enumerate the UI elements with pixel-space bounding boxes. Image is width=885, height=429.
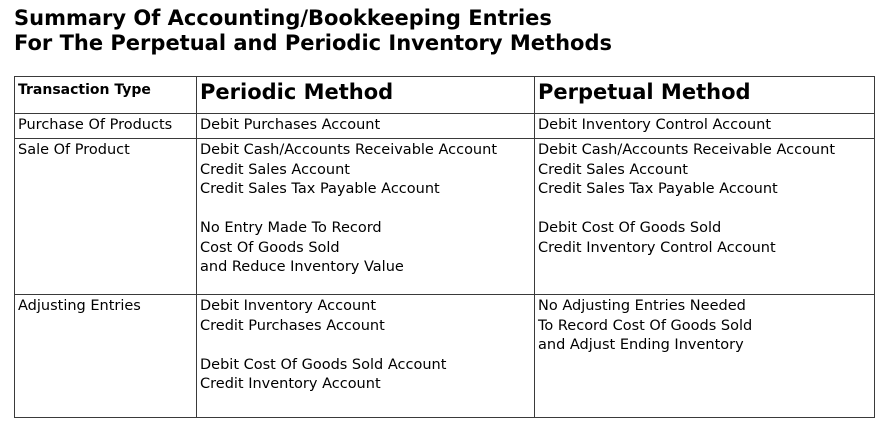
cell-transaction-type <box>15 114 197 139</box>
entry-line: To Record Cost Of Goods Sold <box>538 317 753 334</box>
transaction-type-label: Purchase Of Products <box>18 117 173 133</box>
entry-line: Cost Of Goods Sold <box>200 239 340 256</box>
entry-line: Credit Purchases Account <box>200 317 385 334</box>
cell-periodic-entry <box>197 139 535 295</box>
entry-line: No Entry Made To Record <box>200 220 382 236</box>
table-row-sale <box>15 139 875 295</box>
header-transaction-type <box>15 77 197 114</box>
cell-perpetual-entry <box>535 114 875 139</box>
page-title-line-1: Summary Of Accounting/Bookkeeping Entries <box>14 6 552 30</box>
page-title-line-2: For The Perpetual and Periodic Inventory Methods <box>14 31 612 55</box>
entry-line: Debit Cash/Accounts Receivable Account <box>538 142 836 158</box>
entry-line: Debit Inventory Account <box>200 298 377 314</box>
entry-line: and Reduce Inventory Value <box>200 259 404 275</box>
entry-line: Credit Inventory Account <box>200 376 381 392</box>
entry-line: No Adjusting Entries Needed <box>538 298 746 314</box>
header-perpetual-method <box>535 77 875 114</box>
transaction-type-label: Sale Of Product <box>18 142 130 158</box>
entry-line: Debit Purchases Account <box>200 117 381 133</box>
header-perpetual-method-label: Perpetual Method <box>538 80 751 104</box>
entry-line: Credit Sales Tax Payable Account <box>200 181 440 197</box>
entry-line: Debit Cash/Accounts Receivable Account <box>200 142 498 158</box>
table-row-purchase <box>15 114 875 139</box>
entry-line: and Adjust Ending Inventory <box>538 337 744 353</box>
transaction-type-label: Adjusting Entries <box>18 298 141 314</box>
entry-spacer <box>200 200 531 220</box>
entry-line: Credit Sales Account <box>538 161 688 178</box>
cell-periodic-entry <box>197 114 535 139</box>
cell-perpetual-entry <box>535 139 875 295</box>
entry-line: Debit Cost Of Goods Sold <box>538 220 722 236</box>
header-periodic-method-label: Periodic Method <box>200 80 394 104</box>
cell-perpetual-entry <box>535 295 875 418</box>
table-row-adjusting <box>15 295 875 418</box>
header-transaction-type-label: Transaction Type <box>18 82 151 98</box>
entry-spacer <box>538 200 871 220</box>
cell-periodic-entry <box>197 295 535 418</box>
entry-line: Credit Inventory Control Account <box>538 239 776 256</box>
table-header-row <box>15 77 875 114</box>
entry-line: Credit Sales Account <box>200 161 350 178</box>
summary-table <box>14 76 875 418</box>
page-title <box>14 6 612 56</box>
header-periodic-method <box>197 77 535 114</box>
entry-line: Credit Sales Tax Payable Account <box>538 181 778 197</box>
entry-spacer <box>200 336 531 356</box>
entry-line: Debit Cost Of Goods Sold Account <box>200 356 447 373</box>
cell-transaction-type <box>15 295 197 418</box>
cell-transaction-type <box>15 139 197 295</box>
entry-line: Debit Inventory Control Account <box>538 117 772 133</box>
